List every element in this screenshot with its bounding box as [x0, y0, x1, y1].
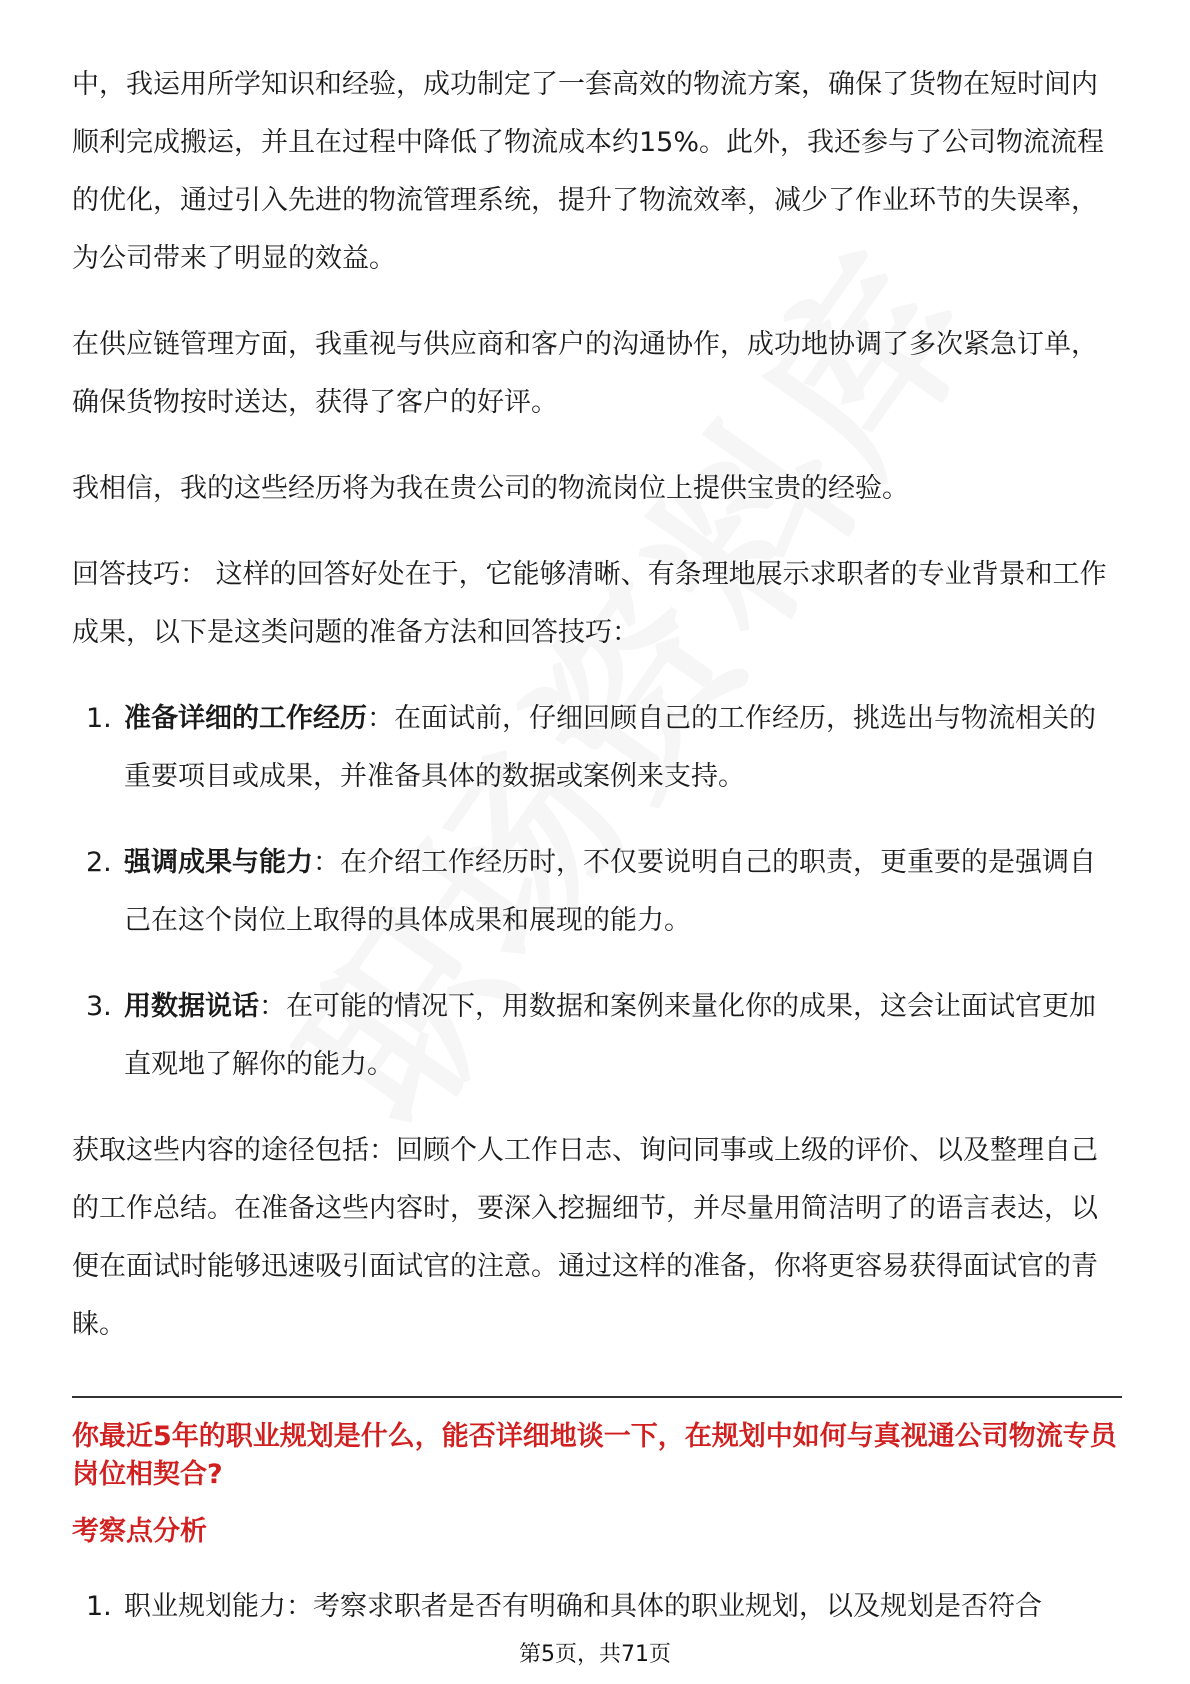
analysis-heading: 考察点分析 [72, 1516, 207, 1547]
list-number: 1. [86, 1591, 112, 1622]
list-item [72, 690, 1122, 806]
tip-title: 强调成果与能力 [124, 847, 313, 878]
paragraph-closing: 获取这些内容的途径包括：回顾个人工作日志、询问同事或上级的评价、以及整理自己的工作总结。在准备这些内容时，要深入挖掘细节，并尽量用简洁明了的语言表达，以便在面试时能够迅速吸引面试官的注意。通过这样的准备，你将更容易获得面试官的青睐。 [72, 1135, 1098, 1340]
list-item [72, 978, 1122, 1094]
paragraph-belief: 我相信，我的这些经历将为我在贵公司的物流岗位上提供宝贵的经验。 [72, 473, 909, 504]
tip-title: 用数据说话 [124, 991, 259, 1022]
section-divider [72, 1396, 1122, 1398]
tips-list [72, 690, 1122, 1094]
analysis-list [72, 1578, 1122, 1636]
list-number: 3. [86, 991, 112, 1022]
list-number: 2. [86, 847, 112, 878]
page-footer: 第5页，共71页 [519, 1642, 671, 1667]
tip-text: ：在可能的情况下，用数据和案例来量化你的成果，这会让面试官更加直观地了解你的能力。 [124, 991, 1096, 1080]
list-item [72, 834, 1122, 950]
list-number: 1. [86, 703, 112, 734]
tip-text: ：在介绍工作经历时，不仅要说明自己的职责，更重要的是强调自己在这个岗位上取得的具体成果和展现的能力。 [124, 847, 1096, 936]
question-heading: 你最近5年的职业规划是什么，能否详细地谈一下，在规划中如何与真视通公司物流专员岗位相契合? [72, 1421, 1117, 1490]
tip-text: ：在面试前，仔细回顾自己的工作经历，挑选出与物流相关的重要项目或成果，并准备具体的数据或案例来支持。 [124, 703, 1096, 792]
list-item [72, 1578, 1122, 1636]
paragraph-answer-tips: 回答技巧： 这样的回答好处在于，它能够清晰、有条理地展示求职者的专业背景和工作成果，以下是这类问题的准备方法和回答技巧： [72, 559, 1107, 648]
paragraph-supply-chain: 在供应链管理方面，我重视与供应商和客户的沟通协作，成功地协调了多次紧急订单，确保货物按时送达，获得了客户的好评。 [72, 329, 1098, 418]
tip-title: 准备详细的工作经历 [124, 703, 367, 734]
document-page [72, 56, 1122, 1664]
paragraph-experience: 中，我运用所学知识和经验，成功制定了一套高效的物流方案，确保了货物在短时间内顺利完成搬运，并且在过程中降低了物流成本约15%。此外，我还参与了公司物流流程的优化，通过引入先进的物流管理系统，提升了物流效率，减少了作业环节的失误率，为公司带来了明显的效益。 [72, 69, 1105, 274]
analysis-text: 职业规划能力：考察求职者是否有明确和具体的职业规划，以及规划是否符合 [124, 1591, 1042, 1622]
